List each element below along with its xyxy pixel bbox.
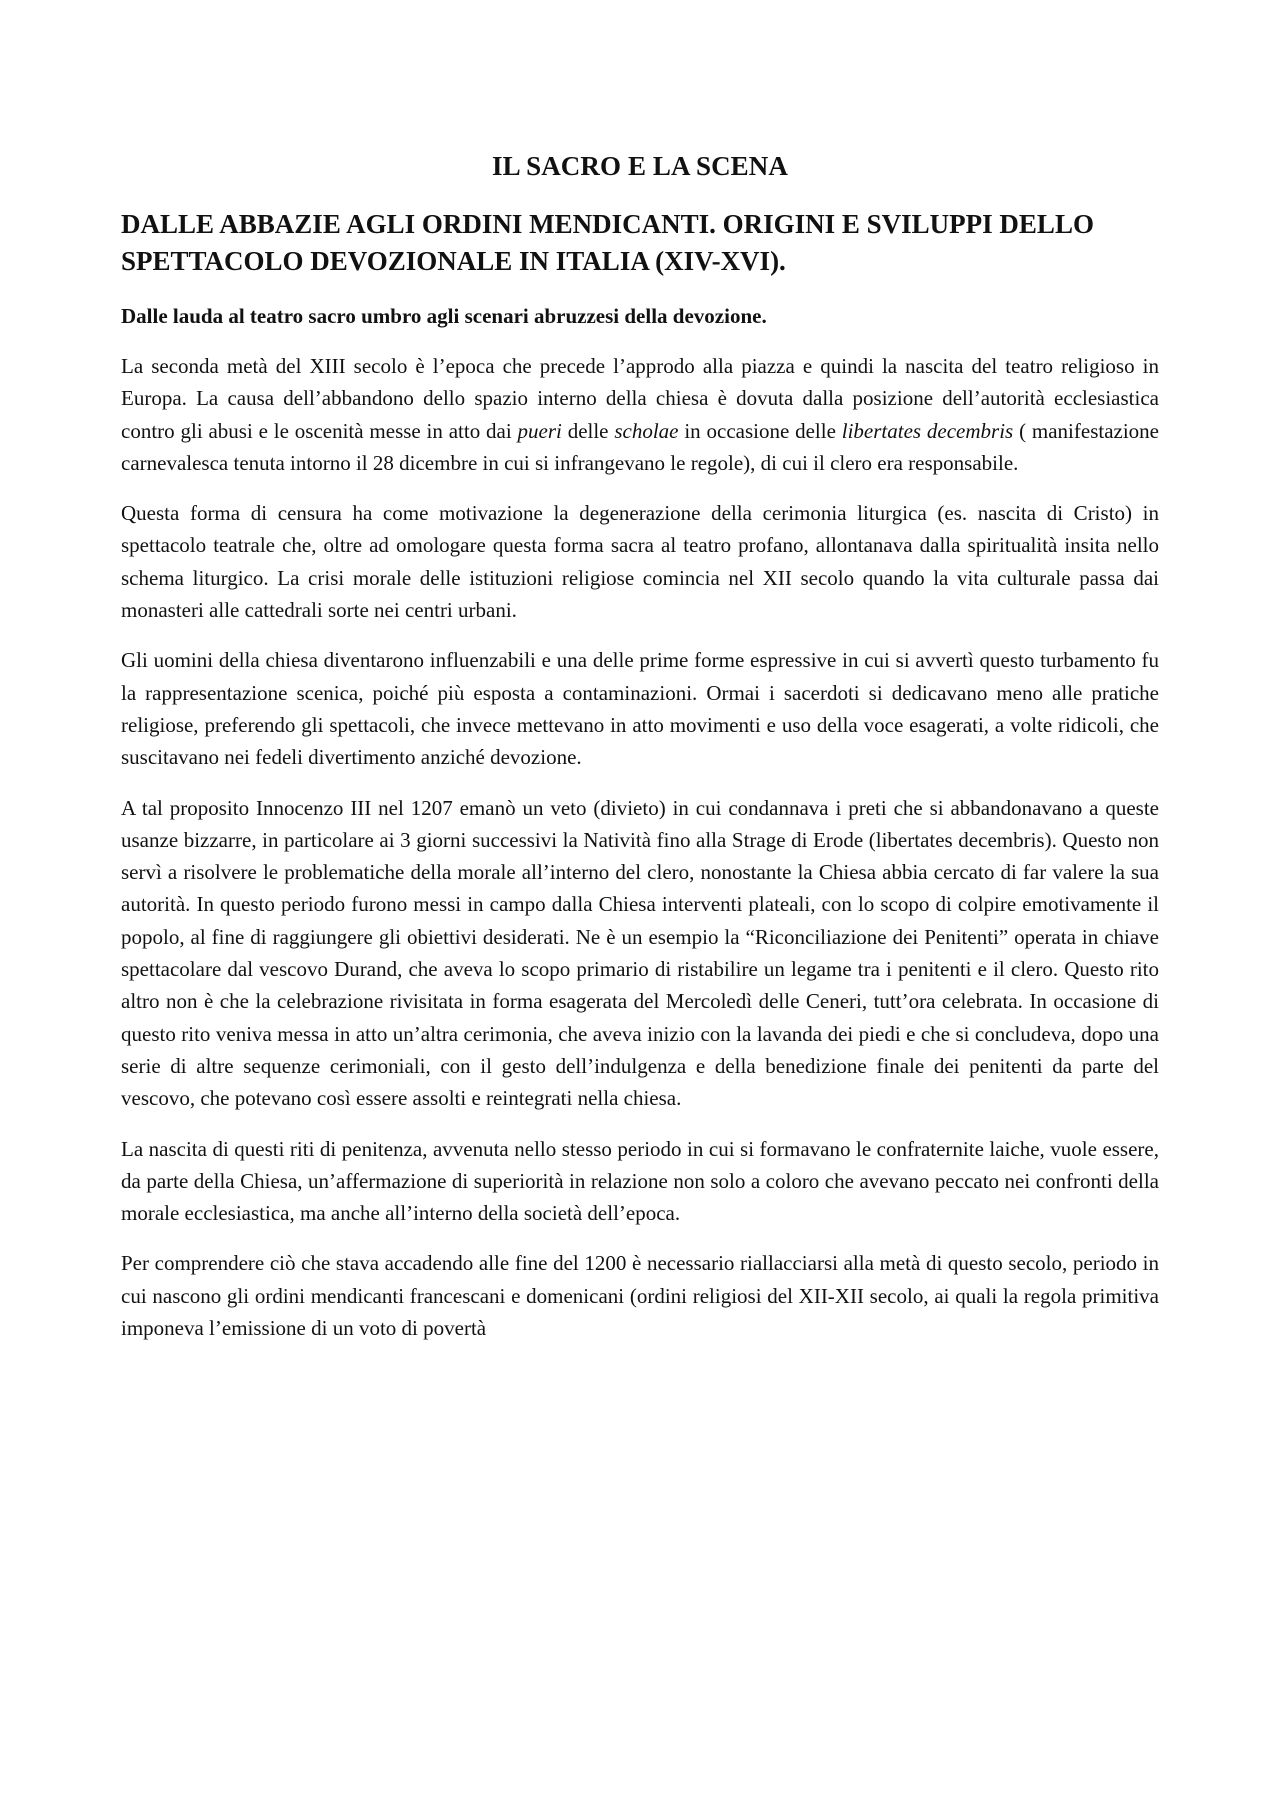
- document-title: IL SACRO E LA SCENA: [492, 151, 788, 181]
- paragraph-1-text-e: in occasione delle: [678, 418, 842, 443]
- paragraph-1-italic-libertates: libertates decembris: [841, 418, 1014, 443]
- paragraph-4: A tal proposito Innocenzo III nel 1207 emanò un veto (divieto) in cui condannava i preti che si abbandonavano a queste usanze bizzarre, in particolare ai 3 giorni successivi la Natività fino alla Strage di Erode (libertates decembris). Questo non servì a risolvere le problematiche della morale all’interno del clero, nonostante la Chiesa abbia cercato di far valere la sua autorità. In questo periodo furono messi in campo dalla Chiesa interventi plateali, con lo scopo di colpire emotivamente il popolo, al fine di raggiungere gli obiettivi desiderati. Ne è un esempio la “Riconciliazione dei Penitenti” operata in chiave spettacolare dal vescovo Durand, che aveva lo scopo primario di ristabilire un legame tra i penitenti e il clero. Questo rito altro non è che la celebrazione rivisitata in forma esagerata del Mercoledì delle Ceneri, tutt’ora celebrata. In occasione di questo rito veniva messa in atto un’altra cerimonia, che aveva inizio con la lavanda dei piedi e che si concludeva, dopo una serie di altre sequenze cerimoniali, con il gesto dell’indulgenza e della benedizione finale dei penitenti da parte del vescovo, che potevano così essere assolti e reintegrati nella chiesa.: [121, 795, 1159, 1111]
- paragraph-5: La nascita di questi riti di penitenza, avvenuta nello stesso periodo in cui si formavano le confraternite laiche, vuole essere, da parte della Chiesa, un’affermazione di superiorità in relazione non solo a coloro che avevano peccato nei confronti della morale ecclesiastica, ma anche all’interno della società dell’epoca.: [121, 1136, 1159, 1226]
- paragraph-3: Gli uomini della chiesa diventarono influenzabili e una delle prime forme espressive in cui si avvertì questo turbamento fu la rappresentazione scenica, poiché più esposta a contaminazioni. Ormai i sacerdoti si dedicavano meno alle pratiche religiose, preferendo gli spettacoli, che invece mettevano in atto movimenti e uso della voce esagerati, a volte ridicoli, che suscitavano nei fedeli divertimento anziché devozione.: [121, 648, 1159, 770]
- paragraph-2: Questa forma di censura ha come motivazione la degenerazione della cerimonia liturgica (es. nascita di Cristo) in spettacolo teatrale che, oltre ad omologare questa forma sacra al teatro profano, allontanava dalla spiritualità insita nello schema liturgico. La crisi morale delle istituzioni religiose comincia nel XII secolo quando la vita culturale passa dai monasteri alle cattedrali sorte nei centri urbani.: [121, 501, 1159, 623]
- paragraph-1-italic-pueri: pueri: [517, 418, 562, 443]
- paragraph-1: [121, 350, 1159, 479]
- document-page: [121, 150, 1159, 1362]
- paragraph-1-text-c: delle: [561, 418, 615, 443]
- paragraph-1-text-g: ( manifestazione carnevalesca tenuta intorno il 28 dicembre in cui si infrangevano le regole), di cui il clero era responsabile.: [121, 418, 1159, 475]
- document-subtitle: DALLE ABBAZIE AGLI ORDINI MENDICANTI. ORIGINI E SVILUPPI DELLO SPETTACOLO DEVOZIONALE IN ITALIA (XIV-XVI).: [121, 209, 1094, 276]
- paragraph-1-italic-scholae: scholae: [614, 418, 679, 443]
- section-heading: Dalle lauda al teatro sacro umbro agli scenari abruzzesi della devozione.: [121, 304, 767, 328]
- paragraph-6: Per comprendere ciò che stava accadendo alle fine del 1200 è necessario riallacciarsi alla metà di questo secolo, periodo in cui nascono gli ordini mendicanti francescani e domenicani (ordini religiosi del XII-XII secolo, ai quali la regola primitiva imponeva l’emissione di un voto di povertà: [121, 1251, 1159, 1341]
- paragraph-1-text-a: La seconda metà del XIII secolo è l’epoca che precede l’approdo alla piazza e quindi la nascita del teatro religioso in Europa. La causa dell’abbandono dello spazio interno della chiesa è dovuta dalla posizione dell’autorità ecclesiastica contro gli abusi e le oscenità messe in atto dai: [121, 354, 1159, 443]
